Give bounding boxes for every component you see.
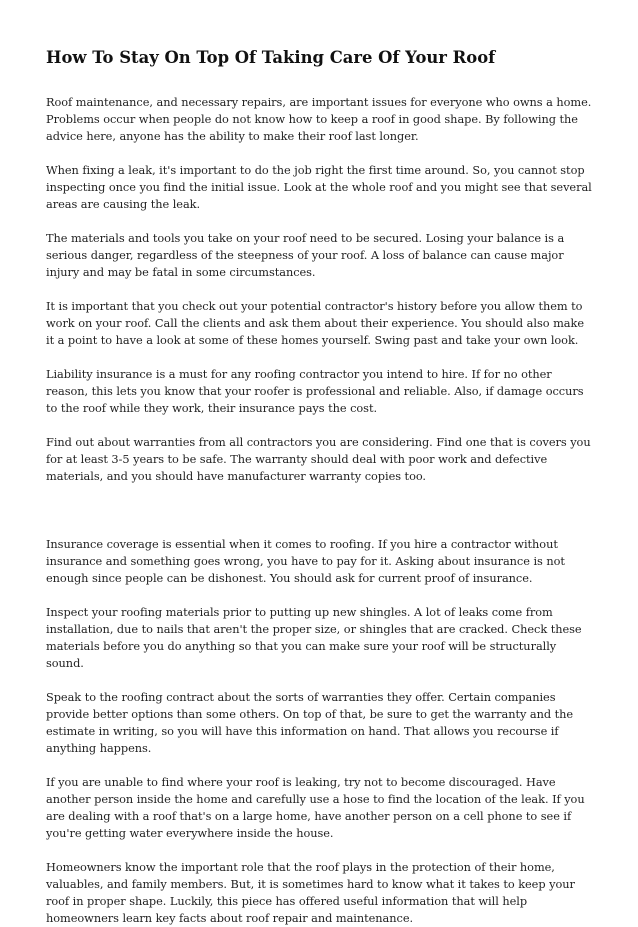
paragraph-find-leak: If you are unable to find where your roof is leaking, try not to become discouraged. Have another person inside the home and carefully use a hose to find the location of the leak. If you are dealing with a roof that's on a large home, have another person on a cell phone to see if you're getting water everywhere inside the house. [46,775,585,840]
paragraph-fixing-leak: When fixing a leak, it's important to do the job right the first time around. So, you cannot stop inspecting once you find the initial issue. Look at the whole roof and you might see that several areas are causing the leak. [46,163,592,211]
paragraph-speak-contractor: Speak to the roofing contract about the sorts of warranties they offer. Certain companies provide better options than some others. On top of that, be sure to get the warranty and the estimate in writing, so you will have this information on hand. That allows you recourse if anything happens. [46,690,574,755]
paragraph-warranties: Find out about warranties from all contractors you are considering. Find one that is covers you for at least 3-5 years to be safe. The warranty should deal with poor work and defective materials, and you should have manufacturer warranty copies too. [46,435,591,483]
paragraph-inspect-materials: Inspect your roofing materials prior to putting up new shingles. A lot of leaks come from installation, due to nails that aren't the proper size, or shingles that are cracked. Check these materials before you do anything so that you can make sure your roof will be structurally sound. [46,605,582,670]
paragraph-roof-maintenance: Roof maintenance, and necessary repairs, are important issues for everyone who owns a home. Problems occur when people do not know how to keep a roof in good shape. By following the advice here, anyone has the ability to make their roof last longer. [46,95,592,143]
paragraph-insurance-coverage: Insurance coverage is essential when it comes to roofing. If you hire a contractor without insurance and something goes wrong, you have to pay for it. Asking about insurance is not enough since people can be dishonest. You should ask for current proof of insurance. [46,537,565,585]
paragraph-materials-tools: The materials and tools you take on your roof need to be secured. Losing your balance is a serious danger, regardless of the steepness of your roof. A loss of balance can cause major injury and may be fatal in some circumstances. [46,231,565,279]
paragraph-conclusion: Homeowners know the important role that the roof plays in the protection of their home, valuables, and family members. But, it is sometimes hard to know what it takes to keep your roof in proper shape. Luckily, this piece has offered useful information that will help homeowners learn key facts about roof repair and maintenance. [46,860,575,925]
paragraph-liability-insurance: Liability insurance is a must for any roofing contractor you intend to hire. If for no other reason, this lets you know that your roofer is professional and reliable. Also, if damage occurs to the roof while they work, their insurance pays the cost. [46,367,584,415]
page-title: How To Stay On Top Of Taking Care Of Your Roof [46,48,496,67]
section-spacer [46,502,594,536]
paragraph-contractor-history: It is important that you check out your potential contractor's history before you allow them to work on your roof. Call the clients and ask them about their experience. You should also make it a point to have a look at some of these homes yourself. Swing past and take your own look. [46,299,584,347]
